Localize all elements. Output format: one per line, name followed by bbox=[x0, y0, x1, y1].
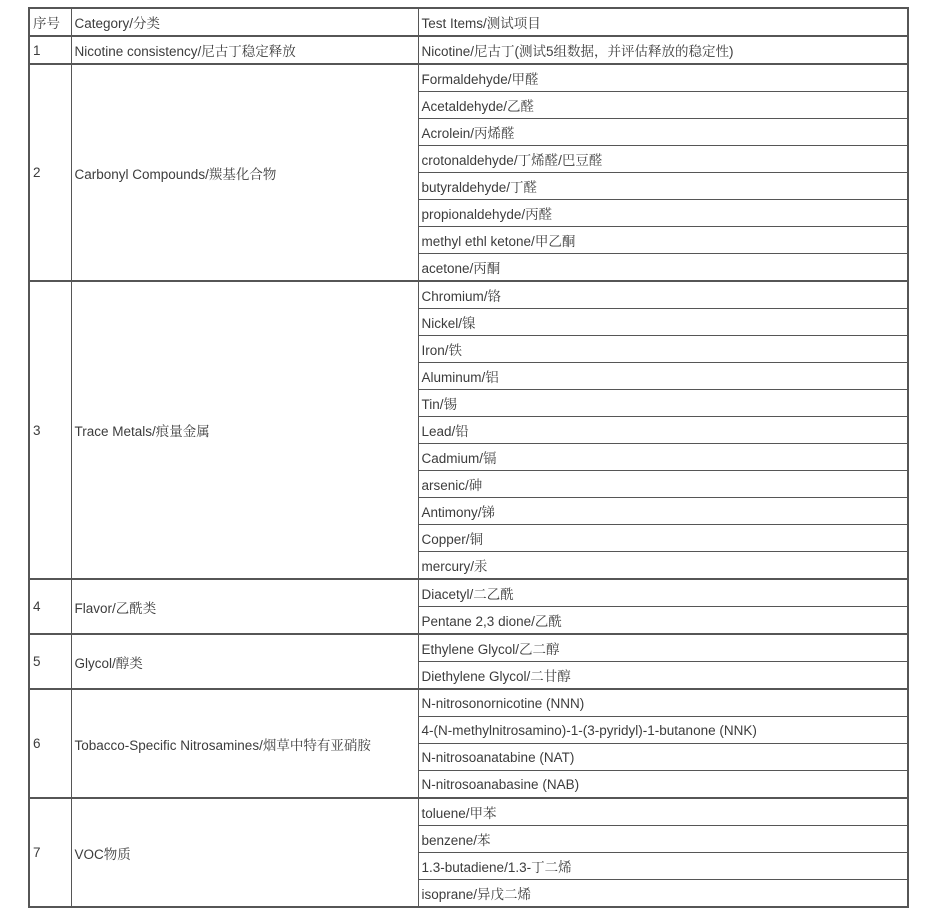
test-item-cell: N-nitrosoanabasine (NAB) bbox=[418, 771, 908, 799]
test-item-cell: butyraldehyde/丁醛 bbox=[418, 173, 908, 200]
table-row bbox=[29, 634, 908, 662]
table-header-row bbox=[29, 8, 908, 36]
test-item-cell: Nickel/镍 bbox=[418, 309, 908, 336]
test-item-cell: Ethylene Glycol/乙二醇 bbox=[418, 634, 908, 662]
table-row bbox=[29, 281, 908, 309]
test-item-cell: methyl ethl ketone/甲乙酮 bbox=[418, 227, 908, 254]
test-item-cell: N-nitrosonornicotine (NNN) bbox=[418, 689, 908, 717]
table-row bbox=[29, 64, 908, 92]
test-item-cell: Acrolein/丙烯醛 bbox=[418, 119, 908, 146]
row-index-cell: 5 bbox=[29, 634, 71, 689]
table-row bbox=[29, 798, 908, 826]
test-item-cell: toluene/甲苯 bbox=[418, 798, 908, 826]
category-cell: VOC物质 bbox=[71, 798, 418, 907]
test-item-cell: acetone/丙酮 bbox=[418, 254, 908, 282]
test-item-cell: Copper/铜 bbox=[418, 525, 908, 552]
test-item-cell: 4-(N-methylnitrosamino)-1-(3-pyridyl)-1-butanone (NNK) bbox=[418, 717, 908, 744]
row-index-cell: 1 bbox=[29, 36, 71, 64]
test-item-cell: N-nitrosoanatabine (NAT) bbox=[418, 744, 908, 771]
test-item-cell: mercury/汞 bbox=[418, 552, 908, 580]
test-item-cell: Cadmium/镉 bbox=[418, 444, 908, 471]
test-item-cell: Antimony/锑 bbox=[418, 498, 908, 525]
test-item-cell: Diacetyl/二乙酰 bbox=[418, 579, 908, 607]
test-item-cell: Tin/锡 bbox=[418, 390, 908, 417]
row-index-cell: 2 bbox=[29, 64, 71, 281]
table-row bbox=[29, 36, 908, 64]
test-items-table bbox=[28, 7, 909, 908]
test-item-cell: isoprane/异戊二烯 bbox=[418, 880, 908, 908]
category-cell: Glycol/醇类 bbox=[71, 634, 418, 689]
test-item-cell: Acetaldehyde/乙醛 bbox=[418, 92, 908, 119]
test-item-cell: Formaldehyde/甲醛 bbox=[418, 64, 908, 92]
row-index-cell: 6 bbox=[29, 689, 71, 798]
test-item-cell: crotonaldehyde/丁烯醛/巴豆醛 bbox=[418, 146, 908, 173]
category-cell: Flavor/乙酰类 bbox=[71, 579, 418, 634]
test-item-cell: arsenic/砷 bbox=[418, 471, 908, 498]
test-item-cell: propionaldehyde/丙醛 bbox=[418, 200, 908, 227]
test-item-cell: Chromium/铬 bbox=[418, 281, 908, 309]
category-cell: Nicotine consistency/尼古丁稳定释放 bbox=[71, 36, 418, 64]
table-body bbox=[29, 36, 908, 907]
table-row bbox=[29, 689, 908, 717]
category-cell: Carbonyl Compounds/羰基化合物 bbox=[71, 64, 418, 281]
row-index-cell: 3 bbox=[29, 281, 71, 579]
row-index-cell: 4 bbox=[29, 579, 71, 634]
test-item-cell: Lead/铅 bbox=[418, 417, 908, 444]
test-item-cell: Diethylene Glycol/二甘醇 bbox=[418, 662, 908, 690]
column-header-index: 序号 bbox=[29, 8, 71, 36]
column-header-category: Category/分类 bbox=[71, 8, 418, 36]
test-item-cell: Iron/铁 bbox=[418, 336, 908, 363]
table-row bbox=[29, 579, 908, 607]
test-item-cell: 1.3-butadiene/1.3-丁二烯 bbox=[418, 853, 908, 880]
category-cell: Tobacco-Specific Nitrosamines/烟草中特有亚硝胺 bbox=[71, 689, 418, 798]
test-item-cell: benzene/苯 bbox=[418, 826, 908, 853]
category-cell: Trace Metals/痕量金属 bbox=[71, 281, 418, 579]
test-item-cell: Pentane 2,3 dione/乙酰 bbox=[418, 607, 908, 635]
row-index-cell: 7 bbox=[29, 798, 71, 907]
column-header-test-items: Test Items/测试项目 bbox=[418, 8, 908, 36]
test-item-cell: Nicotine/尼古丁(测试5组数据，并评估释放的稳定性) bbox=[418, 36, 908, 64]
test-item-cell: Aluminum/铝 bbox=[418, 363, 908, 390]
